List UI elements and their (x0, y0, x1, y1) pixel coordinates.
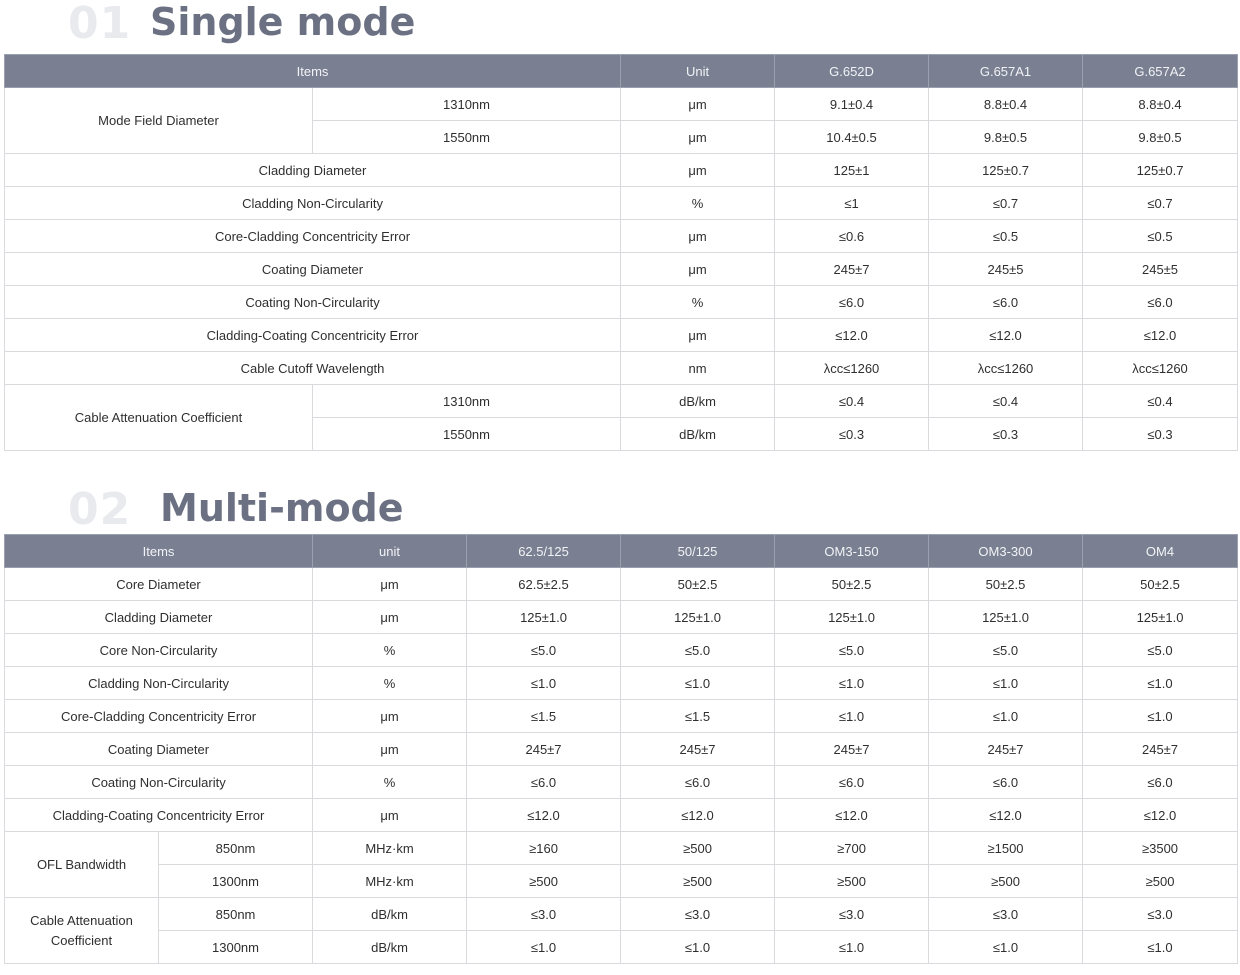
row-label: Coating Diameter (5, 733, 313, 766)
value-cell: ≥700 (775, 832, 929, 865)
value-cell: λcc≤1260 (775, 352, 929, 385)
value-cell: 245±7 (1083, 733, 1238, 766)
value-cell: ≤1.0 (929, 700, 1083, 733)
unit-cell: μm (621, 319, 775, 352)
value-cell: 245±7 (929, 733, 1083, 766)
table-row (5, 88, 1238, 121)
unit-cell: μm (313, 733, 467, 766)
value-cell: 125±1.0 (775, 601, 929, 634)
unit-cell: % (313, 667, 467, 700)
value-cell: ≤12.0 (1083, 319, 1238, 352)
value-cell: 245±5 (929, 253, 1083, 286)
unit-cell: μm (313, 700, 467, 733)
column-header: 50/125 (621, 535, 775, 568)
value-cell: ≤12.0 (467, 799, 621, 832)
value-cell: 125±0.7 (929, 154, 1083, 187)
table-row (5, 568, 1238, 601)
value-cell: ≥3500 (1083, 832, 1238, 865)
row-label: Coating Non-Circularity (5, 286, 621, 319)
value-cell: ≤1.0 (621, 931, 775, 964)
value-cell: 125±1.0 (1083, 601, 1238, 634)
unit-cell: % (313, 766, 467, 799)
table-row (5, 286, 1238, 319)
value-cell: ≤1.0 (1083, 700, 1238, 733)
value-cell: 62.5±2.5 (467, 568, 621, 601)
value-cell: ≥500 (621, 832, 775, 865)
unit-cell: μm (621, 88, 775, 121)
value-cell: 9.1±0.4 (775, 88, 929, 121)
table-row (5, 766, 1238, 799)
table-row (5, 898, 1238, 931)
value-cell: ≤0.7 (1083, 187, 1238, 220)
row-sublabel: 1300nm (159, 865, 313, 898)
value-cell: ≤5.0 (775, 634, 929, 667)
value-cell: ≤1.5 (467, 700, 621, 733)
table-row (5, 865, 1238, 898)
value-cell: λcc≤1260 (929, 352, 1083, 385)
value-cell: ≤3.0 (775, 898, 929, 931)
value-cell: ≤1.0 (775, 667, 929, 700)
value-cell: ≤5.0 (929, 634, 1083, 667)
row-label: Cable Attenuation Coefficient (5, 898, 159, 964)
column-header: OM3-300 (929, 535, 1083, 568)
value-cell: ≤6.0 (467, 766, 621, 799)
value-cell: ≤1.0 (467, 667, 621, 700)
row-sublabel: 1310nm (313, 385, 621, 418)
value-cell: ≤1.5 (621, 700, 775, 733)
unit-cell: dB/km (621, 385, 775, 418)
value-cell: ≤0.5 (1083, 220, 1238, 253)
column-header: 62.5/125 (467, 535, 621, 568)
value-cell: ≤0.5 (929, 220, 1083, 253)
unit-cell: % (313, 634, 467, 667)
multi-mode-section-title: Multi-mode (160, 486, 404, 530)
value-cell: ≤0.6 (775, 220, 929, 253)
value-cell: λcc≤1260 (1083, 352, 1238, 385)
single-mode-section-title: Single mode (150, 0, 416, 44)
table-row (5, 601, 1238, 634)
value-cell: ≤3.0 (621, 898, 775, 931)
value-cell: ≤0.3 (775, 418, 929, 451)
table-row (5, 700, 1238, 733)
row-label: Cable Attenuation Coefficient (5, 385, 313, 451)
value-cell: 50±2.5 (1083, 568, 1238, 601)
value-cell: ≤6.0 (775, 286, 929, 319)
table-row (5, 253, 1238, 286)
value-cell: ≤6.0 (621, 766, 775, 799)
single-mode-heading (0, 0, 1240, 50)
value-cell: ≤5.0 (467, 634, 621, 667)
table-row (5, 187, 1238, 220)
value-cell: 245±7 (467, 733, 621, 766)
row-label: Cladding Diameter (5, 601, 313, 634)
value-cell: 125±1.0 (467, 601, 621, 634)
row-label: Cable Cutoff Wavelength (5, 352, 621, 385)
value-cell: ≤5.0 (1083, 634, 1238, 667)
value-cell: ≤1.0 (775, 700, 929, 733)
value-cell: ≤0.4 (1083, 385, 1238, 418)
multi-mode-table (4, 534, 1238, 964)
value-cell: 245±7 (775, 733, 929, 766)
value-cell: ≤1 (775, 187, 929, 220)
value-cell: 245±7 (621, 733, 775, 766)
value-cell: ≤1.0 (621, 667, 775, 700)
value-cell: ≤12.0 (929, 319, 1083, 352)
value-cell: ≤3.0 (1083, 898, 1238, 931)
value-cell: ≤6.0 (929, 286, 1083, 319)
value-cell: ≤6.0 (929, 766, 1083, 799)
value-cell: ≥160 (467, 832, 621, 865)
value-cell: ≤1.0 (1083, 667, 1238, 700)
column-header: OM3-150 (775, 535, 929, 568)
row-label: OFL Bandwidth (5, 832, 159, 898)
value-cell: ≤0.4 (929, 385, 1083, 418)
row-label: Coating Non-Circularity (5, 766, 313, 799)
table-row (5, 799, 1238, 832)
unit-cell: μm (313, 799, 467, 832)
column-header: OM4 (1083, 535, 1238, 568)
single-mode-section-number: 01 (68, 0, 132, 49)
value-cell: 9.8±0.5 (929, 121, 1083, 154)
value-cell: ≤1.0 (1083, 931, 1238, 964)
value-cell: ≤0.4 (775, 385, 929, 418)
row-label: Cladding Non-Circularity (5, 187, 621, 220)
row-sublabel: 1550nm (313, 418, 621, 451)
row-label: Core Diameter (5, 568, 313, 601)
table-row (5, 385, 1238, 418)
table-row (5, 667, 1238, 700)
value-cell: 245±5 (1083, 253, 1238, 286)
row-label: Cladding-Coating Concentricity Error (5, 319, 621, 352)
table-row (5, 634, 1238, 667)
unit-cell: μm (621, 253, 775, 286)
unit-cell: MHz·km (313, 832, 467, 865)
single-mode-header-row (5, 55, 1238, 88)
value-cell: ≥500 (929, 865, 1083, 898)
multi-mode-section-number: 02 (68, 484, 132, 535)
value-cell: ≤12.0 (1083, 799, 1238, 832)
value-cell: ≥500 (621, 865, 775, 898)
single-mode-table (4, 54, 1238, 451)
value-cell: 9.8±0.5 (1083, 121, 1238, 154)
column-header: unit (313, 535, 467, 568)
value-cell: ≤1.0 (775, 931, 929, 964)
row-sublabel: 850nm (159, 898, 313, 931)
unit-cell: μm (621, 121, 775, 154)
row-label: Core Non-Circularity (5, 634, 313, 667)
value-cell: ≥1500 (929, 832, 1083, 865)
unit-cell: MHz·km (313, 865, 467, 898)
unit-cell: % (621, 187, 775, 220)
value-cell: ≤0.7 (929, 187, 1083, 220)
value-cell: ≤12.0 (621, 799, 775, 832)
value-cell: 245±7 (775, 253, 929, 286)
value-cell: ≤12.0 (775, 319, 929, 352)
column-header: Items (5, 535, 313, 568)
row-label: Core-Cladding Concentricity Error (5, 700, 313, 733)
value-cell: ≤12.0 (775, 799, 929, 832)
multi-mode-header-row (5, 535, 1238, 568)
value-cell: 8.8±0.4 (1083, 88, 1238, 121)
value-cell: ≤5.0 (621, 634, 775, 667)
column-header: Unit (621, 55, 775, 88)
table-row (5, 832, 1238, 865)
value-cell: ≤1.0 (467, 931, 621, 964)
unit-cell: dB/km (621, 418, 775, 451)
row-label: Cladding Diameter (5, 154, 621, 187)
row-label: Cladding-Coating Concentricity Error (5, 799, 313, 832)
unit-cell: μm (621, 154, 775, 187)
value-cell: ≥500 (1083, 865, 1238, 898)
value-cell: ≤6.0 (1083, 766, 1238, 799)
value-cell: 125±0.7 (1083, 154, 1238, 187)
value-cell: ≥500 (467, 865, 621, 898)
column-header: G.657A1 (929, 55, 1083, 88)
value-cell: ≤3.0 (929, 898, 1083, 931)
table-row (5, 733, 1238, 766)
column-header: G.657A2 (1083, 55, 1238, 88)
value-cell: 10.4±0.5 (775, 121, 929, 154)
unit-cell: μm (313, 601, 467, 634)
table-row (5, 220, 1238, 253)
table-row (5, 352, 1238, 385)
value-cell: ≤6.0 (775, 766, 929, 799)
table-row (5, 154, 1238, 187)
unit-cell: dB/km (313, 931, 467, 964)
value-cell: 125±1.0 (621, 601, 775, 634)
row-label: Core-Cladding Concentricity Error (5, 220, 621, 253)
row-sublabel: 1300nm (159, 931, 313, 964)
value-cell: ≤0.3 (929, 418, 1083, 451)
value-cell: 8.8±0.4 (929, 88, 1083, 121)
row-label: Coating Diameter (5, 253, 621, 286)
value-cell: ≤6.0 (1083, 286, 1238, 319)
unit-cell: μm (621, 220, 775, 253)
value-cell: ≤3.0 (467, 898, 621, 931)
row-label: Mode Field Diameter (5, 88, 313, 154)
row-sublabel: 1550nm (313, 121, 621, 154)
value-cell: ≤1.0 (929, 931, 1083, 964)
column-header: Items (5, 55, 621, 88)
multi-mode-heading (0, 484, 1240, 534)
value-cell: 125±1 (775, 154, 929, 187)
value-cell: 125±1.0 (929, 601, 1083, 634)
value-cell: 50±2.5 (929, 568, 1083, 601)
value-cell: 50±2.5 (621, 568, 775, 601)
value-cell: 50±2.5 (775, 568, 929, 601)
table-row (5, 931, 1238, 964)
unit-cell: dB/km (313, 898, 467, 931)
value-cell: ≤1.0 (929, 667, 1083, 700)
row-label: Cladding Non-Circularity (5, 667, 313, 700)
unit-cell: % (621, 286, 775, 319)
value-cell: ≤0.3 (1083, 418, 1238, 451)
value-cell: ≤12.0 (929, 799, 1083, 832)
unit-cell: nm (621, 352, 775, 385)
table-row (5, 319, 1238, 352)
row-sublabel: 850nm (159, 832, 313, 865)
unit-cell: μm (313, 568, 467, 601)
value-cell: ≥500 (775, 865, 929, 898)
row-sublabel: 1310nm (313, 88, 621, 121)
column-header: G.652D (775, 55, 929, 88)
